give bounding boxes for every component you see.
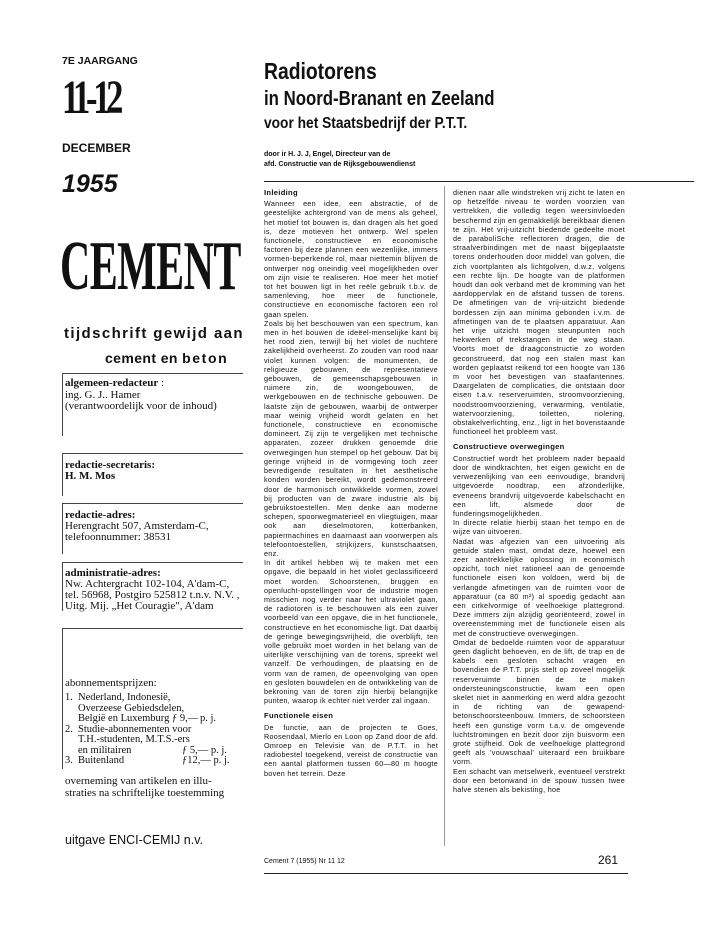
volume-label: 7E JAARGANG [62,55,138,67]
tagline-part-a: cement en [105,350,183,366]
row-text: Buitenland [78,755,125,766]
column-divider [444,186,445,846]
reprint-note [65,775,240,799]
issue-number: 11-12 [62,71,120,124]
publisher-label: uitgave ENCI-CEMIJ n.v. [65,833,204,847]
row-price [200,693,240,704]
row-price [200,725,240,736]
address-line-2: telefoonnummer: 38531 [65,531,172,543]
row-text: T.H.-studenten, M.T.S.-ers [78,734,190,745]
row-number: 1. [65,692,73,703]
row-number [65,704,78,715]
article-column-1 [264,188,438,778]
paragraph: In dit artikel hebben wij te maken met een opgave, die bepaald in het violet geclassificeerd moet worden. Schoorstenen, bruggen en openlucht-opstellingen voor de industrie mogen misschien nog verder naar het ultraviolet gaan, de radiotoren is te beschouwen als een zuiver voorbeeld van een opgave, die in het functionele, constructieve en het economische ligt. Dat daarbij de geringe bewegingsvrijheid, die overblijft, ten volle gebruikt moet worden in het belang van de uiterlijke verschijning van de torens, spreekt wel vanzelf. De verhoudingen, de plaatsing en de vorm van de ramen, de opeenvolging van open en gesloten bouwdelen en de ontwikkeling van de bekroning van de toren zijn hierbij belangrijke punten, waarop ik echter niet verder zal ingaan. [264,558,438,706]
tagline-part-b: beton [182,350,229,366]
row-text: België en Luxemburg ƒ 9,— [78,713,199,724]
subscription-row [65,756,240,767]
admin-line-2: tel. 56968, Postgiro 525812 t.n.v. N.V. , [65,589,240,601]
section-heading-inleiding: Inleiding [264,188,298,197]
row-price: p. j. [200,713,217,724]
header-divider [264,181,694,182]
admin-label: administratie-adres: [65,567,161,579]
editor-label [65,377,164,389]
subscription-list [65,693,240,767]
editor-label-colon: : [158,377,165,389]
row-text: Nederland, Indonesië, [78,692,171,703]
subscription-row [65,714,240,725]
paragraph: In directe relatie hierbij staan het tempo en de wijze van uitvoeren. [453,518,625,537]
paragraph: Zoals bij het beschouwen van een spectrum, kan men in het bouwen de ideëel-menselijke kant bij het rood zien, terwijl bij het violet de nuchtere zakelijkheid overheerst. Zo zouden van rood naar violet kunnen volgen: de monumenten, de religieuze gebouwen, de representatieve gebouwen, de gemeenschapsgebouwen in ruimere zin, de woongebouwen, de werkgebouwen en de technische gebouwen. De laatste zijn de gebouwen, waarbij de ontwerper maar weinig vrijheid wordt gelaten en het functionele, constructieve en economische domineert. Zij zijn te vergelijken met technische apparaten, zozeer drukken genoemde drie overwegingen hun stempel op het gebouw. Dat bij geringe vrijheid in de vormgeving toch zeer bevredigende resultaten in het aesthetische konden worden bereikt, wordt gedemonstreerd door de harmonisch ontwikkelde vormen, zowel bij producten van de zware industrie als bij gebruikstoestellen. Men denke aan moderne schepen, spoorwegmaterieel en vliegtuigen, maar ook aan dieselmotoren, kotterbanken, papiermachines en daarnaast aan voorwerpen als telefoontoestellen, strijkijzers, kunstschaatsen, enz. [264,318,438,558]
reprint-note-line-2: straties na schriftelijke toestemming [65,787,225,799]
address-line-1: Herengracht 507, Amsterdam-C, [65,520,209,532]
issue-year: 1955 [62,170,118,198]
row-number [65,714,78,725]
tagline-line-2 [105,350,228,366]
subscription-heading: abonnementsprijzen: [65,677,157,689]
title-line-2: in Noord-Branant en Zeeland [264,88,495,110]
article-column-2 [453,188,625,794]
secretary-label: redactie-secretaris: [65,459,155,471]
page-number: 261 [598,853,619,867]
row-price: ƒ 5,— p. j. [182,744,227,756]
secretary-name: H. M. Mos [65,470,116,482]
paragraph: Nadat was afgezien van een uitvoering als getuide stalen mast, omdat deze, hoewel een zeer aantrekkelijke oplossing in economisch opzicht, toch niet rationeel aan de genoemde functionele eisen kon voldoen, werd bij de verlangde afmetingen van de ruimten voor de apparatuur (ca 80 m²) al spoedig gedacht aan een cirkelvormige of veelhoekige plattegrond. Deze immers zijn alzijdig georiënteerd, zowel in overeenstemming met de functionele eisen als met de constructieve overwegingen. [453,536,625,638]
admin-line-3: Uitg. Mij. „Het Couragie", A'dam [65,600,214,612]
magazine-logo: CEMENT [60,228,241,305]
subscription-row [65,735,240,746]
article-authors [264,150,415,170]
paragraph: Constructief wordt het probleem nader bepaald door de windkrachten, het eigen gewicht en de verwezenlijking van een eenvoudige, brandvrij uitgevoerde noodtrap, een afzonderlijke, eveneens brandvrij uitgevoerde kabelschacht en een lift, alsmede door de funderingsmogelijkheden. [453,453,625,518]
title-line-3: voor het Staatsbedrijf der P.T.T. [264,115,468,132]
address-label: redactie-adres: [65,509,136,521]
row-text: Overzeese Gebiedsdelen, [78,702,185,714]
issue-month: DECEMBER [62,141,131,155]
paragraph: dienen naar alle windstreken vrij zicht te laten en op hetzelfde niveau te worden voorzien van vertrekken, die volledig tegen weersinvloeden beschermd zijn en gemakkelijk bereikbaar dienen te zijn. Het vrij-uitzicht biedende gedeelte moet de paraboliSche reflectoren dragen, die de straalverbindingen met de naast bijgeplaatste torens onderhouden door middel van golven, die zich voortplanten als lichtgolven, d.w.z. volgens een rechte lijn. De hoogte van de platformen houdt dan ook verband met de kromming van het aardoppervlak en de afstand tussen de torens. De afmetingen van de vrij-uitzicht biedende bordessen zijn aan minima gebonden i.v.m. de afmetingen van de te plaatsen apparatuur. Aan het vrije uitzicht mogen steunpunten noch hekwerken of trekstangen in de weg staan. Voorts moet de draagconstructie zo worden geconstrueerd, dat nog een stalen mast kan worden geplaatst reikend tot een hoogte van 136 m voor het bevestigen van staafantennes. Daargelaten de complicaties, die ontstaan door eisen t.a.v. reserveruimten, stroomvoorziening, noodstroomvoorziening, verwarming, ventilatie, watervoorziening, toiletten, riolering, obstakelverlichting, enz., ligt in het bovenstaande functioneel het probleem vast. [453,188,625,437]
section-heading-functionele-eisen: Functionele eisen [264,711,334,721]
footer-divider [264,873,628,874]
row-number [65,735,78,746]
editor-note: (verantwoordelijk voor de inhoud) [65,400,217,412]
row-text: en militairen [78,744,132,756]
row-price: ƒ12,— p. j. [182,755,230,766]
row-number: 2. [65,723,73,735]
paragraph: Wanneer een idee, een abstractie, of de geestelijke achtergrond van de mens als geheel, het motief tot bouwen is, dan dragen als het goed is, deze motieven het ontwerp. Wel spelen functionele, constructieve en economische factoren bij deze plannen een wezenlijke, immers vormen-beperkende rol, maar niettemin blijven de ontwerper nog oneindig veel mogelijkheden over om zijn visie te realiseren. Hoe meer het motief tot het bouwen ligt in het reële gebruik t.b.v. de samenleving, hoe meer de functionele, constructieve en economische factoren een rol gaan spelen. [264,199,438,319]
section-heading-constructieve-overwegingen: Constructieve overwegingen [453,442,565,452]
paragraph: Omdat de bedoelde ruimten voor de apparatuur geen daglicht behoeven, en de lift, de trap en de kabels een gesloten schacht vragen en bovendien de P.T.T. prijs stelt op zoveel mogelijk reserveruimte binnen de te maken ondersteuningsconstructie, kwam een open skelet niet in aanmerking en werd aldra gezocht in de richting van de gewapend-betonschoorsteenbouw. Immers, de schoorsteen heeft een gunstige vorm t.a.v. de omgevende luchtstromingen en bezit door zijn buisvorm een grote stijfheid. Ook de veelhoekige plattegrond geeft als 'vouwschaal' uiteraard een bruikbare vorm. [453,637,625,767]
row-number: 3. [65,755,73,766]
title-line-1: Radiotorens [264,58,377,84]
subscription-row [65,693,240,704]
editor-name: ing. G. J.. Hamer [65,389,141,401]
row-text: Studie-abonnementen voor [78,723,192,735]
source-citation: Cement 7 (1955) Nr 11 12 [264,858,345,865]
paragraph: De functie, aan de projecten te Goes, Roosendaal, Mierlo en Loon op Zand door de afd. Omroep en Televisie van de P.T.T. in het radiobestel toegekend, vereist de constructie van een aantal platformen tussen 60—80 m hoogte boven het terrein. Deze [264,722,438,778]
admin-line-1: Nw. Achtergracht 102-104, A'dam-C, [65,578,230,590]
editor-label-text: algemeen-redacteur [65,377,159,389]
authors-line-1: door ir H. J. J, Engel, Directeur van de [264,151,391,158]
tagline-line-1: tijdschrift gewijd aan [64,325,244,342]
article-title [264,58,664,134]
reprint-note-line-1: overneming van artikelen en illu- [65,775,212,787]
paragraph: Een schacht van metselwerk, eventueel verstrekt door een betonwand in de spouw tussen twee halve stenen als bekisting, hoe [453,766,625,794]
row-price [200,735,240,746]
authors-line-2: afd. Constructie van de Rijksgebouwendienst [264,161,416,168]
